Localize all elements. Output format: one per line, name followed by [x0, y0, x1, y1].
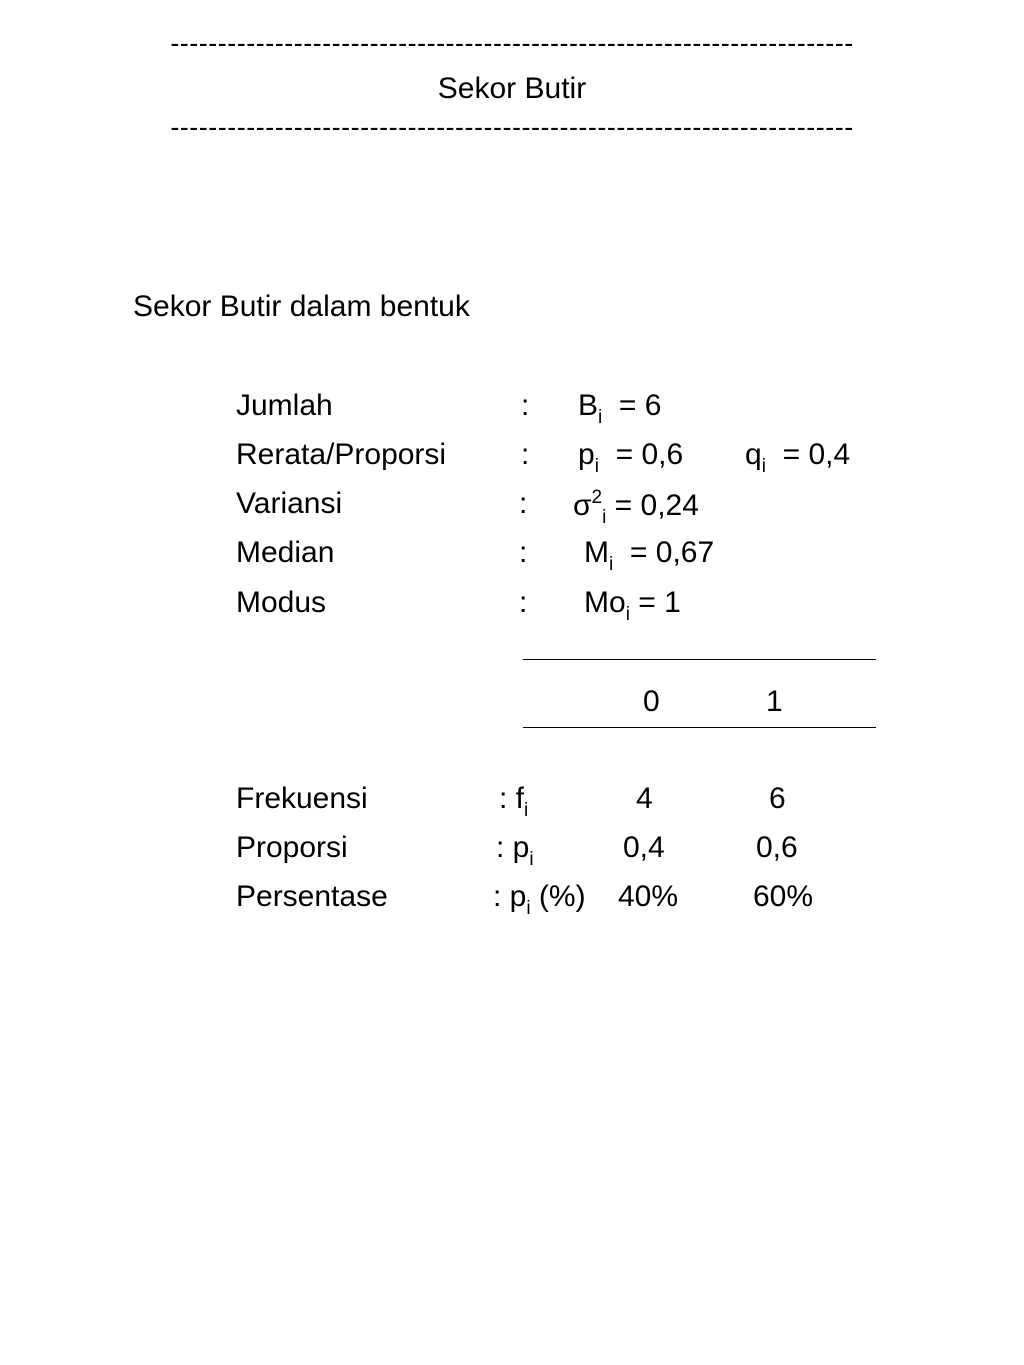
stat-label-median: Median: [236, 536, 335, 569]
stat-colon: :: [519, 536, 528, 569]
table-cell: 0,6: [756, 831, 798, 864]
sigma-symbol: σ: [573, 489, 592, 522]
equation: = 0,67: [629, 536, 715, 569]
intro-text: Sekor Butir dalam bentuk: [133, 290, 470, 323]
table-header-rule: [523, 727, 876, 728]
stat-value-q: [745, 438, 850, 478]
top-dashed-rule: ------------------------------------------------------------------------: [170, 28, 854, 58]
key-suffix: (%): [530, 880, 586, 913]
key-text: : p: [493, 880, 527, 913]
table-cell: 0,4: [623, 831, 665, 864]
symbol: Mo: [584, 586, 626, 619]
stat-value-median: [584, 536, 714, 576]
bottom-dashed-rule: ------------------------------------------------------------------------: [170, 112, 854, 142]
row-key: [493, 880, 586, 920]
subscript: i: [761, 456, 766, 477]
stat-label-jumlah: Jumlah: [236, 389, 333, 422]
stat-colon: :: [521, 438, 530, 471]
stat-label-variansi: Variansi: [236, 487, 343, 520]
subscript: i: [529, 849, 534, 870]
equation: = 0,6: [615, 438, 684, 471]
stat-label-rerata: Rerata/Proporsi: [236, 438, 447, 471]
subscript: i: [602, 507, 607, 528]
table-top-rule: [523, 659, 876, 660]
table-cell: 6: [769, 782, 786, 815]
table-cell: 60%: [753, 880, 814, 913]
page-title: Sekor Butir: [437, 72, 587, 105]
stat-value-modus: [584, 586, 681, 626]
symbol: p: [578, 438, 595, 471]
stat-colon: :: [521, 389, 530, 422]
stat-value-jumlah: [578, 389, 661, 429]
stat-label-modus: Modus: [236, 586, 327, 619]
key-text: : p: [496, 831, 530, 864]
subscript: i: [609, 554, 614, 575]
table-column-header: 0: [643, 685, 660, 718]
stat-colon: :: [519, 586, 528, 619]
equation: = 1: [638, 586, 681, 619]
table-cell: 4: [636, 782, 653, 815]
stat-value-p: [578, 438, 683, 478]
equation: = 6: [618, 389, 662, 422]
equation: = 0,4: [782, 438, 851, 471]
row-key: [499, 782, 528, 822]
symbol: q: [745, 438, 762, 471]
symbol: M: [584, 536, 609, 569]
subscript: i: [526, 898, 531, 919]
stat-colon: :: [519, 487, 528, 520]
superscript: 2: [591, 487, 603, 508]
equation: = 0,24: [614, 489, 699, 522]
subscript: i: [524, 800, 529, 821]
row-label: Frekuensi: [236, 782, 368, 815]
row-label: Persentase: [236, 880, 388, 913]
subscript: i: [625, 604, 630, 625]
table-column-header: 1: [766, 685, 783, 718]
table-cell: 40%: [618, 880, 679, 913]
key-text: : f: [499, 782, 525, 815]
subscript: i: [594, 456, 599, 477]
row-key: [496, 831, 534, 871]
symbol: B: [578, 389, 599, 422]
subscript: i: [598, 407, 603, 428]
row-label: Proporsi: [236, 831, 348, 864]
stat-value-variansi: [573, 487, 699, 529]
